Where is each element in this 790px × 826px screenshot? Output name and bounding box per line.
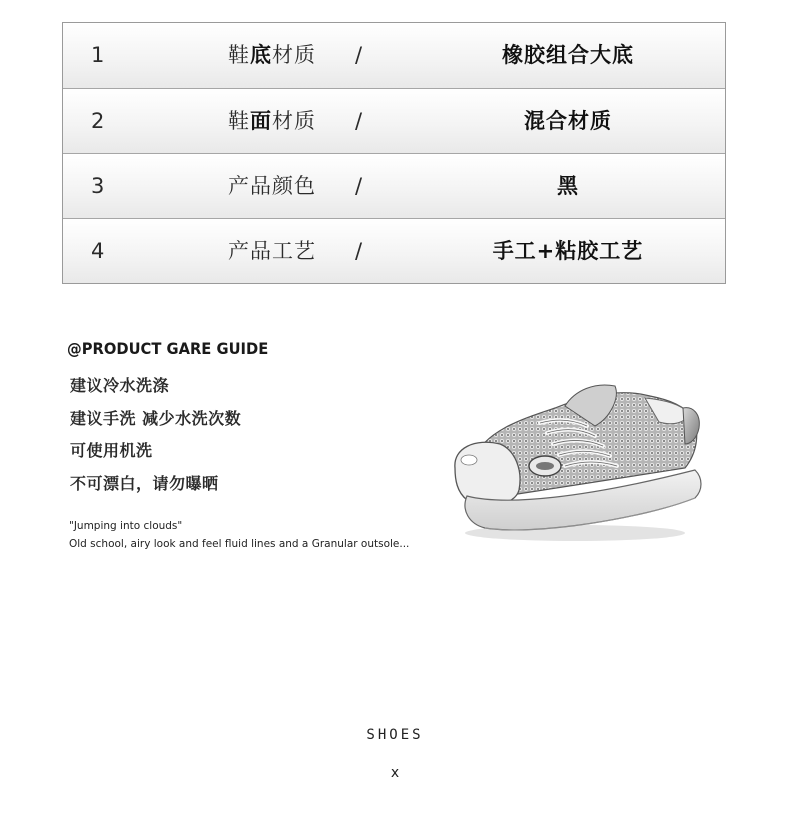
spec-row-1 [63,23,725,88]
row-value: 橡胶组合大底 [502,43,634,67]
row-label [228,89,316,154]
spec-row-3 [63,153,725,218]
label-part: 鞋 [228,43,250,67]
row-label [228,23,316,88]
row-number: 3 [91,174,105,198]
row-value: 黑 [557,174,579,198]
row-separator: / [355,174,363,198]
care-item: 可使用机洗 [70,441,153,460]
row-value: 混合材质 [524,109,612,133]
row-number: 2 [91,109,105,133]
care-item: 不可漂白，请勿曝晒 [70,473,219,493]
label-part: 材质 [272,43,316,67]
care-item: 建议手洗 减少水洗次数 [70,408,242,428]
row-label [228,219,316,284]
footer-shoes-label: SHOES [366,727,424,743]
row-separator: / [355,239,363,263]
spec-row-4 [63,218,725,283]
spec-table [62,22,726,284]
footer-x-mark: x [390,765,400,781]
row-label [228,154,316,219]
spec-row-2 [63,88,725,153]
product-description: Old school, airy look and feel fluid lines and a Granular outsole... [69,538,410,550]
label-part: 鞋 [228,109,250,133]
care-item: 建议冷水洗涤 [70,376,170,395]
row-separator: / [355,109,363,133]
care-guide-title: @PRODUCT GARE GUIDE [67,339,269,358]
label-emphasis: 底 [250,43,272,67]
label-part: 材质 [272,109,316,133]
label-emphasis: 面 [250,109,272,133]
label-part: 产品颜色 [228,174,316,198]
row-value: 手工+粘胶工艺 [492,239,644,263]
care-guide-list [70,372,241,502]
label-part: 产品工艺 [228,239,316,263]
sneaker-illustration-icon [445,378,707,548]
row-number: 1 [91,43,105,67]
row-number: 4 [91,239,105,263]
tagline-quote: "Jumping into clouds" [69,520,183,532]
row-separator: / [355,43,363,67]
